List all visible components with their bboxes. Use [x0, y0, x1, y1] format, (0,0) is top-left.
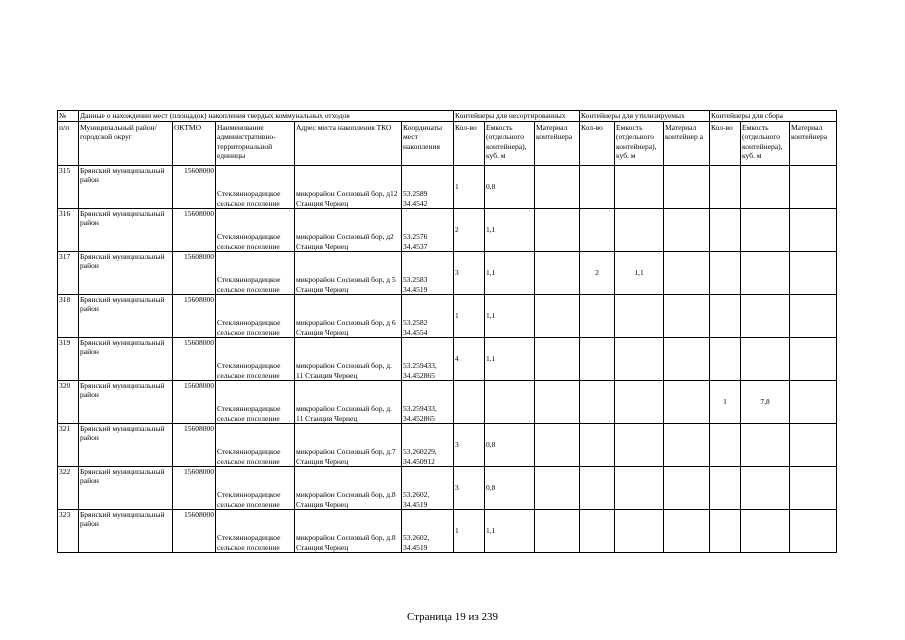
recyclable-material-cell [664, 424, 710, 467]
recyclable-qty-cell [580, 209, 615, 252]
header-cell: Контейнеры для несортированных [454, 111, 580, 122]
oktmo-cell: 15608000 [173, 252, 216, 295]
header-cell: Материал контейнера [790, 122, 837, 166]
header-cell: ОКТМО [173, 122, 216, 166]
table-row [58, 424, 837, 467]
oktmo-cell: 15608000 [173, 381, 216, 424]
district-cell: Брянский муниципальный район [79, 295, 173, 338]
collection-volume-cell [741, 252, 790, 295]
recyclable-volume-cell [615, 424, 664, 467]
recyclable-volume-cell [615, 467, 664, 510]
recyclable-qty-cell [580, 338, 615, 381]
collection-qty-cell [710, 424, 741, 467]
address-cell: микрорайон Сосновый бор, д.7 Станция Чернец [295, 424, 402, 467]
unsorted-volume-cell: 1,1 [485, 209, 535, 252]
unsorted-material-cell [535, 424, 580, 467]
recyclable-qty-cell: 2 [580, 252, 615, 295]
recyclable-volume-cell: 1,1 [615, 252, 664, 295]
coordinates-cell: 53.260229, 34.450912 [402, 424, 454, 467]
page-footer: Страница 19 из 239 [406, 611, 499, 623]
unsorted-material-cell [535, 338, 580, 381]
header-cell: Емкость (отдельного контейнера), куб. м [741, 122, 790, 166]
header-row-sub [58, 122, 837, 166]
recyclable-material-cell [664, 209, 710, 252]
recyclable-qty-cell [580, 381, 615, 424]
recyclable-material-cell [664, 295, 710, 338]
collection-qty-cell [710, 166, 741, 209]
collection-material-cell [790, 209, 837, 252]
coordinates-cell: 53.2602, 34.4519 [402, 510, 454, 553]
unsorted-material-cell [535, 209, 580, 252]
recyclable-material-cell [664, 510, 710, 553]
collection-volume-cell [741, 467, 790, 510]
collection-material-cell [790, 510, 837, 553]
row-number: 320 [58, 381, 79, 424]
header-cell: Контейнеры для утилизируемых [580, 111, 710, 122]
collection-volume-cell [741, 166, 790, 209]
header-cell: Емкость (отдельного контейнера), куб. м [485, 122, 535, 166]
row-number: 319 [58, 338, 79, 381]
header-cell: Материал контейнера [535, 122, 580, 166]
collection-volume-cell [741, 338, 790, 381]
district-cell: Брянский муниципальный район [79, 252, 173, 295]
oktmo-cell: 15608000 [173, 338, 216, 381]
unit-cell: Стекляннорадицкое сельское поселение [216, 338, 295, 381]
unit-cell: Стекляннорадицкое сельское поселение [216, 467, 295, 510]
header-cell: Адрес места накопления ТКО [295, 122, 402, 166]
header-cell: Контейнеры для сбора [710, 111, 837, 122]
header-cell: Кол-во [710, 122, 741, 166]
unsorted-qty-cell: 1 [454, 295, 485, 338]
address-cell: микрорайон Сосновый бор, д 6 Станция Чернец [295, 295, 402, 338]
recyclable-material-cell [664, 338, 710, 381]
unit-cell: Стекляннорадицкое сельское поселение [216, 209, 295, 252]
unsorted-material-cell [535, 252, 580, 295]
oktmo-cell: 15608000 [173, 295, 216, 338]
table-row [58, 166, 837, 209]
recyclable-material-cell [664, 166, 710, 209]
collection-qty-cell [710, 295, 741, 338]
recyclable-material-cell [664, 467, 710, 510]
collection-material-cell [790, 424, 837, 467]
collection-qty-cell [710, 338, 741, 381]
unsorted-material-cell [535, 166, 580, 209]
collection-volume-cell [741, 209, 790, 252]
collection-material-cell [790, 166, 837, 209]
coordinates-cell: 53.2582 34.4554 [402, 295, 454, 338]
district-cell: Брянский муниципальный район [79, 381, 173, 424]
collection-volume-cell [741, 510, 790, 553]
oktmo-cell: 15608000 [173, 510, 216, 553]
unit-cell: Стекляннорадицкое сельское поселение [216, 295, 295, 338]
collection-material-cell [790, 338, 837, 381]
collection-qty-cell [710, 252, 741, 295]
oktmo-cell: 15608000 [173, 424, 216, 467]
coordinates-cell: 53.259433, 34.452865 [402, 381, 454, 424]
collection-volume-cell [741, 424, 790, 467]
address-cell: микрорайон Сосновый бор, д.8 Станция Чернец [295, 510, 402, 553]
header-cell: Наименование административно-территориальной единицы [216, 122, 295, 166]
row-number: 323 [58, 510, 79, 553]
recyclable-qty-cell [580, 295, 615, 338]
unit-cell: Стекляннорадицкое сельское поселение [216, 381, 295, 424]
unsorted-qty-cell: 3 [454, 252, 485, 295]
district-cell: Брянский муниципальный район [79, 338, 173, 381]
address-cell: микрорайон Сосновый бор, д.8 Станция Чернец [295, 467, 402, 510]
unsorted-volume-cell: 1,1 [485, 338, 535, 381]
address-cell: микрорайон Сосновый бор, д. 11 Станция Чернец [295, 338, 402, 381]
collection-material-cell [790, 467, 837, 510]
unsorted-volume-cell: 0,8 [485, 166, 535, 209]
header-cell: № [58, 111, 79, 122]
header-cell: п/п [58, 122, 79, 166]
address-cell: микрорайон Сосновый бор, д2 Станция Чернец [295, 209, 402, 252]
table-row [58, 209, 837, 252]
header-cell: Емкость (отдельного контейнера), куб. м [615, 122, 664, 166]
table-row [58, 381, 837, 424]
header-cell: Данные о нахождении мест (площадок) накопления твердых коммунальных отходов [79, 111, 454, 122]
oktmo-cell: 15608000 [173, 166, 216, 209]
unit-cell: Стекляннорадицкое сельское поселение [216, 166, 295, 209]
unsorted-material-cell [535, 295, 580, 338]
header-cell: Координаты мест накопления [402, 122, 454, 166]
table-row [58, 252, 837, 295]
recyclable-volume-cell [615, 166, 664, 209]
district-cell: Брянский муниципальный район [79, 467, 173, 510]
unsorted-material-cell [535, 381, 580, 424]
collection-volume-cell [741, 295, 790, 338]
header-cell: Кол-во [454, 122, 485, 166]
unsorted-volume-cell: 1,1 [485, 295, 535, 338]
recyclable-volume-cell [615, 209, 664, 252]
unsorted-volume-cell [485, 381, 535, 424]
header-cell: Кол-во [580, 122, 615, 166]
recyclable-material-cell [664, 381, 710, 424]
row-number: 315 [58, 166, 79, 209]
table-row [58, 338, 837, 381]
recyclable-qty-cell [580, 510, 615, 553]
coordinates-cell: 53.2589 34.4542 [402, 166, 454, 209]
collection-material-cell [790, 295, 837, 338]
unsorted-material-cell [535, 467, 580, 510]
coordinates-cell: 53.2576 34.4537 [402, 209, 454, 252]
recyclable-volume-cell [615, 338, 664, 381]
recyclable-material-cell [664, 252, 710, 295]
collection-volume-cell: 7,8 [741, 381, 790, 424]
table-row [58, 510, 837, 553]
district-cell: Брянский муниципальный район [79, 209, 173, 252]
coordinates-cell: 53.259433, 34.452865 [402, 338, 454, 381]
address-cell: микрорайон Сосновый бор, д. 11 Станция Чернец [295, 381, 402, 424]
district-cell: Брянский муниципальный район [79, 510, 173, 553]
recyclable-volume-cell [615, 381, 664, 424]
unsorted-volume-cell: 1,1 [485, 510, 535, 553]
collection-material-cell [790, 252, 837, 295]
unit-cell: Стекляннорадицкое сельское поселение [216, 510, 295, 553]
recyclable-qty-cell [580, 424, 615, 467]
collection-qty-cell [710, 510, 741, 553]
oktmo-cell: 15608000 [173, 467, 216, 510]
row-number: 321 [58, 424, 79, 467]
recyclable-qty-cell [580, 166, 615, 209]
registry-table [57, 110, 837, 553]
row-number: 316 [58, 209, 79, 252]
unsorted-volume-cell: 0,8 [485, 424, 535, 467]
header-cell: Муниципальный район/городской округ [79, 122, 173, 166]
header-row-top [58, 111, 837, 122]
unsorted-qty-cell: 3 [454, 424, 485, 467]
address-cell: микрорайон Сосновый бор, д 5 Станция Чернец [295, 252, 402, 295]
address-cell: микрорайон Сосновый бор, д12 Станция Чернец [295, 166, 402, 209]
coordinates-cell: 53.2602, 34.4519 [402, 467, 454, 510]
collection-qty-cell: 1 [710, 381, 741, 424]
district-cell: Брянский муниципальный район [79, 424, 173, 467]
unsorted-qty-cell: 2 [454, 209, 485, 252]
district-cell: Брянский муниципальный район [79, 166, 173, 209]
unsorted-volume-cell: 0,8 [485, 467, 535, 510]
unsorted-qty-cell: 3 [454, 467, 485, 510]
unsorted-qty-cell: 1 [454, 510, 485, 553]
collection-qty-cell [710, 209, 741, 252]
recyclable-qty-cell [580, 467, 615, 510]
unsorted-material-cell [535, 510, 580, 553]
unsorted-qty-cell: 1 [454, 166, 485, 209]
header-cell: Материал контейнер а [664, 122, 710, 166]
oktmo-cell: 15608000 [173, 209, 216, 252]
unit-cell: Стекляннорадицкое сельское поселение [216, 424, 295, 467]
recyclable-volume-cell [615, 295, 664, 338]
recyclable-volume-cell [615, 510, 664, 553]
table-row [58, 295, 837, 338]
row-number: 318 [58, 295, 79, 338]
collection-material-cell [790, 381, 837, 424]
unsorted-qty-cell: 4 [454, 338, 485, 381]
unsorted-volume-cell: 1,1 [485, 252, 535, 295]
row-number: 317 [58, 252, 79, 295]
unsorted-qty-cell [454, 381, 485, 424]
table-row [58, 467, 837, 510]
unit-cell: Стекляннорадицкое сельское поселение [216, 252, 295, 295]
collection-qty-cell [710, 467, 741, 510]
coordinates-cell: 53.2583 34.4519 [402, 252, 454, 295]
row-number: 322 [58, 467, 79, 510]
